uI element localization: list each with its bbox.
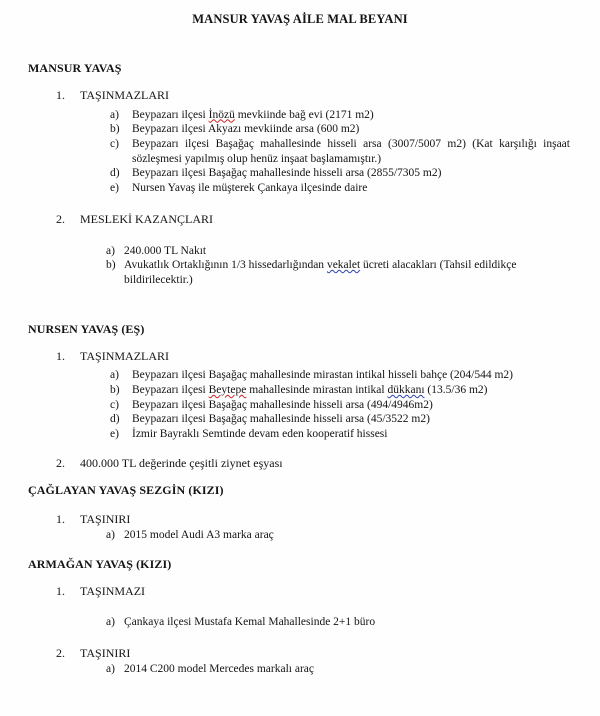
list-marker: e): [110, 428, 119, 441]
list-item: [28, 528, 578, 543]
list-item: [28, 427, 578, 442]
group-label: TAŞINMAZLARI: [80, 348, 170, 363]
spacer: [28, 498, 578, 512]
list-marker: 1.: [56, 88, 65, 102]
spacer: [28, 543, 578, 557]
list-marker: 1.: [56, 512, 65, 527]
list-item-text: İzmir Bayraklı Semtinde devam eden kooperatif hissesi: [132, 428, 388, 441]
list-item-text: Beypazarı ilçesi Başağaç mahallesinde hisseli arsa (2855/7305 m2): [132, 167, 442, 180]
list-marker: a): [110, 108, 119, 121]
list-item-text: 2014 C200 model Mercedes markalı araç: [124, 662, 315, 675]
section-heading-nursen-yavas: NURSEN YAVAŞ (EŞ): [28, 321, 145, 336]
spacer: [28, 196, 578, 212]
group-item: [28, 88, 578, 104]
spellcheck-word: İnözü: [208, 108, 235, 121]
list-marker: e): [110, 182, 119, 195]
list-item: [28, 108, 578, 123]
list-item: [28, 181, 578, 196]
document-title: MANSUR YAVAŞ AİLE MAL BEYANI: [192, 12, 408, 26]
list-item-text-after: (13.5/36 m2): [424, 383, 488, 396]
list-item-text: Nursen Yavaş ile müşterek Çankaya ilçesinde daire: [132, 182, 368, 195]
section-heading-armagan-yavas: ARMAĞAN YAVAŞ (KIZI): [28, 556, 172, 571]
list-item-text-before: Beypazarı ilçesi: [132, 108, 209, 121]
list-marker: a): [106, 616, 115, 629]
spellcheck-word: Beytepe: [208, 383, 247, 396]
list-marker: b): [110, 123, 120, 136]
list-marker: 1.: [56, 348, 65, 363]
group-label: 400.000 TL değerinde çeşitli ziynet eşyası: [80, 455, 283, 470]
list-marker: a): [106, 244, 115, 257]
section-heading-caglayan-yavas-sezgin: ÇAĞLAYAN YAVAŞ SEZGİN (KIZI): [28, 483, 224, 498]
list-marker: a): [106, 662, 115, 675]
group-item: [28, 456, 578, 472]
spacer: [28, 599, 578, 615]
list-item-text: 2015 model Audi A3 marka araç: [124, 529, 274, 542]
spacer: [28, 471, 578, 483]
list-item: [28, 258, 578, 287]
spacer: [28, 288, 578, 322]
list-item-text: 240.000 TL Nakıt: [124, 244, 207, 257]
list-item-text: Beypazarı ilçesi Başağaç mahallesinde hisseli arsa (494/4946m2): [132, 398, 433, 411]
list-item: [28, 615, 578, 630]
grammarcheck-word: dükkanı: [387, 383, 425, 396]
list-item-text: Beypazarı ilçesi Akyazı mevkiinde arsa (600 m2): [132, 123, 360, 136]
list-marker: 1.: [56, 583, 65, 598]
group-label: TAŞINMAZI: [80, 583, 146, 598]
list-item: [28, 662, 578, 677]
list-marker: c): [110, 138, 119, 151]
grammarcheck-word: vekalet: [326, 259, 361, 272]
list-marker: b): [106, 259, 116, 272]
list-marker: 2.: [56, 211, 65, 226]
list-item: [28, 398, 578, 413]
list-marker: 2.: [56, 455, 65, 470]
list-marker: d): [110, 413, 120, 426]
group-item: [28, 512, 578, 528]
list-item: [28, 383, 578, 398]
group-label: MESLEKİ KAZANÇLARI: [80, 211, 213, 226]
list-marker: b): [110, 383, 120, 396]
list-item-text: Beypazarı ilçesi Başağaç mahallesinde hisseli arsa (3007/5007 m2) (Kat karşılığı inşaat sözleşmesi yapılmış olup henüz inşaat başlamamıştır.): [132, 138, 570, 165]
spacer: [28, 337, 578, 349]
list-marker: c): [110, 398, 119, 411]
list-item-text: Beypazarı ilçesi Başağaç mahallesinde hisseli arsa (45/3522 m2): [132, 413, 430, 426]
list-item: [28, 244, 578, 259]
list-item-text-after: ücreti alacakları (Tahsil edildikçe bildirilecektir.): [124, 259, 517, 286]
group-label: TAŞINIRI: [80, 512, 131, 527]
list-item-text-before: Avukatlık Ortaklığının 1/3 hissedarlığından: [124, 259, 327, 272]
list-item: [28, 137, 578, 166]
list-marker: 2.: [56, 646, 65, 661]
spacer: [28, 27, 578, 61]
list-marker: d): [110, 167, 120, 180]
group-item: [28, 212, 578, 228]
section-heading-mansur-yavas: MANSUR YAVAŞ: [28, 61, 122, 75]
list-item: [28, 166, 578, 181]
list-marker: a): [110, 369, 119, 382]
list-item-text-after: mevkiinde bağ evi (2171 m2): [234, 108, 374, 121]
list-item: [28, 122, 578, 137]
spacer: [28, 442, 578, 456]
group-label: TAŞINMAZLARI: [80, 88, 170, 102]
group-label: TAŞINIRI: [80, 646, 131, 661]
list-item-text: Beypazarı ilçesi Başağaç mahallesinde mirastan intikal hisseli bahçe (204/544 m2): [132, 369, 513, 382]
spacer: [28, 76, 578, 88]
list-item-text-before: Beypazarı ilçesi: [132, 383, 209, 396]
group-item: [28, 349, 578, 365]
group-item: [28, 584, 578, 600]
group-item: [28, 646, 578, 662]
list-item: [28, 412, 578, 427]
spacer: [28, 630, 578, 646]
list-item-text-mid: mahallesinde mirastan intikal: [246, 383, 388, 396]
list-item: [28, 368, 578, 383]
list-marker: a): [106, 529, 115, 542]
list-item-text: Çankaya ilçesi Mustafa Kemal Mahallesinde 2+1 büro: [124, 616, 376, 629]
spacer: [28, 572, 578, 584]
spacer: [28, 228, 578, 244]
